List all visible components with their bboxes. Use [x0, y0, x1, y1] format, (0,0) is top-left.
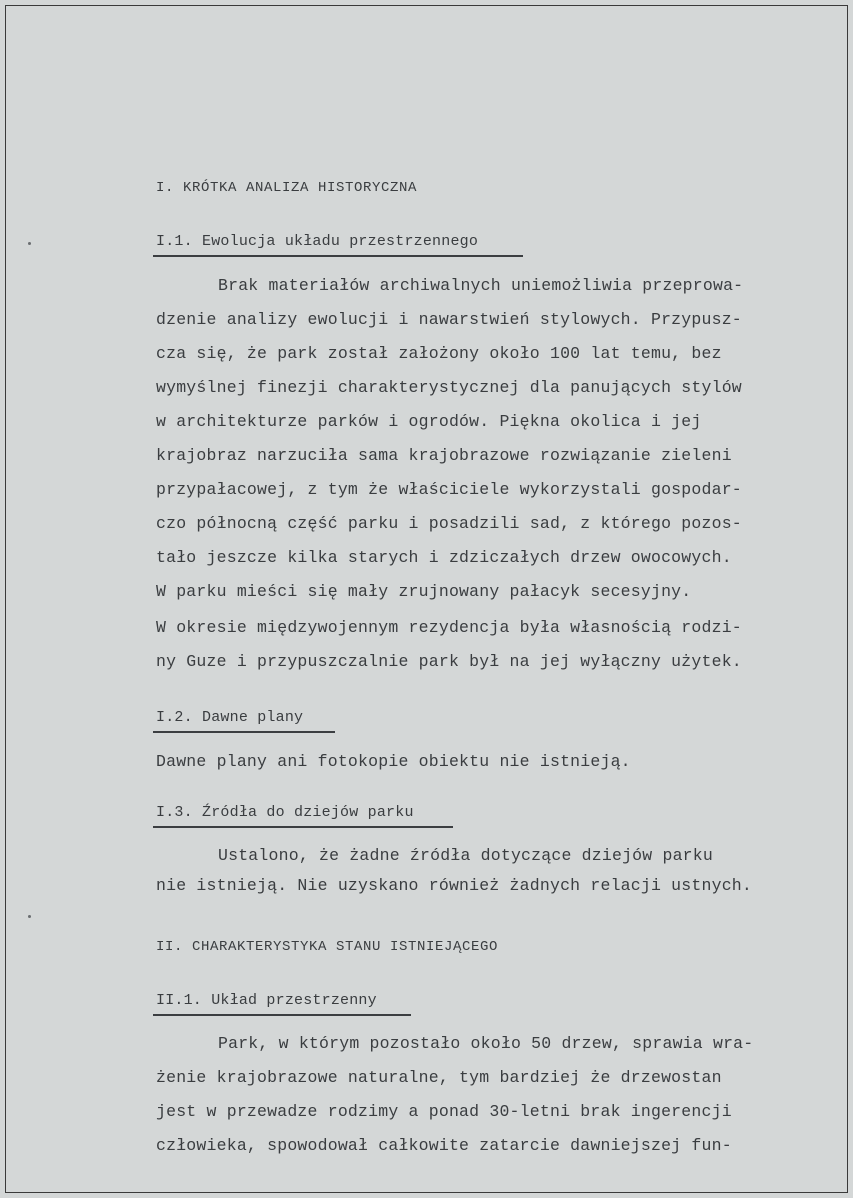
- section-2-title: II. CHARAKTERYSTYKA STANU ISTNIEJĄCEGO: [156, 939, 499, 955]
- margin-mark: [28, 242, 31, 245]
- paragraph-line: wymyślnej finezji charakterystycznej dla panujących stylów: [156, 378, 742, 397]
- heading-underline: [153, 255, 523, 257]
- section-1-3-heading: I.3. Źródła do dziejów parku: [156, 804, 414, 821]
- paragraph-line: W okresie międzywojennym rezydencja była własnością rodzi-: [156, 618, 742, 637]
- heading-underline: [153, 731, 335, 733]
- heading-underline: [153, 826, 453, 828]
- margin-mark: [28, 915, 31, 918]
- paragraph-line: żenie krajobrazowe naturalne, tym bardziej że drzewostan: [156, 1068, 722, 1087]
- paragraph-line: jest w przewadze rodzimy a ponad 30-letni brak ingerencji: [156, 1102, 732, 1121]
- paragraph-line: W parku mieści się mały zrujnowany pałacyk secesyjny.: [156, 582, 692, 601]
- paragraph-line: Brak materiałów archiwalnych uniemożliwia przeprowa-: [218, 276, 744, 295]
- paragraph-line: dzenie analizy ewolucji i nawarstwień stylowych. Przypusz-: [156, 310, 742, 329]
- section-2-1-heading: II.1. Układ przestrzenny: [156, 992, 377, 1009]
- paragraph-line: czo północną część parku i posadzili sad, z którego pozos-: [156, 514, 742, 533]
- section-1-2-heading: I.2. Dawne plany: [156, 709, 304, 726]
- paragraph-line: w architekturze parków i ogrodów. Piękna okolica i jej: [156, 412, 702, 431]
- paragraph-line: tało jeszcze kilka starych i zdziczałych drzew owocowych.: [156, 548, 732, 567]
- paragraph-line: ny Guze i przypuszczalnie park był na jej wyłączny użytek.: [156, 652, 742, 671]
- paragraph-line: nie istnieją. Nie uzyskano również żadnych relacji ustnych.: [156, 876, 752, 895]
- paragraph-line: cza się, że park został założony około 100 lat temu, bez: [156, 344, 722, 363]
- heading-underline: [153, 1014, 411, 1016]
- paragraph-line: Park, w którym pozostało około 50 drzew, sprawia wra-: [218, 1034, 754, 1053]
- paragraph-line: człowieka, spowodował całkowite zatarcie dawniejszej fun-: [156, 1136, 732, 1155]
- paragraph-line: przypałacowej, z tym że właściciele wykorzystali gospodar-: [156, 480, 742, 499]
- paragraph-line: krajobraz narzuciła sama krajobrazowe rozwiązanie zieleni: [156, 446, 732, 465]
- section-1-title: I. KRÓTKA ANALIZA HISTORYCZNA: [156, 180, 418, 196]
- paragraph-line: Ustalono, że żadne źródła dotyczące dziejów parku: [218, 846, 713, 865]
- section-1-1-heading: I.1. Ewolucja układu przestrzennego: [156, 233, 479, 250]
- paragraph-line: Dawne plany ani fotokopie obiektu nie istnieją.: [156, 752, 631, 771]
